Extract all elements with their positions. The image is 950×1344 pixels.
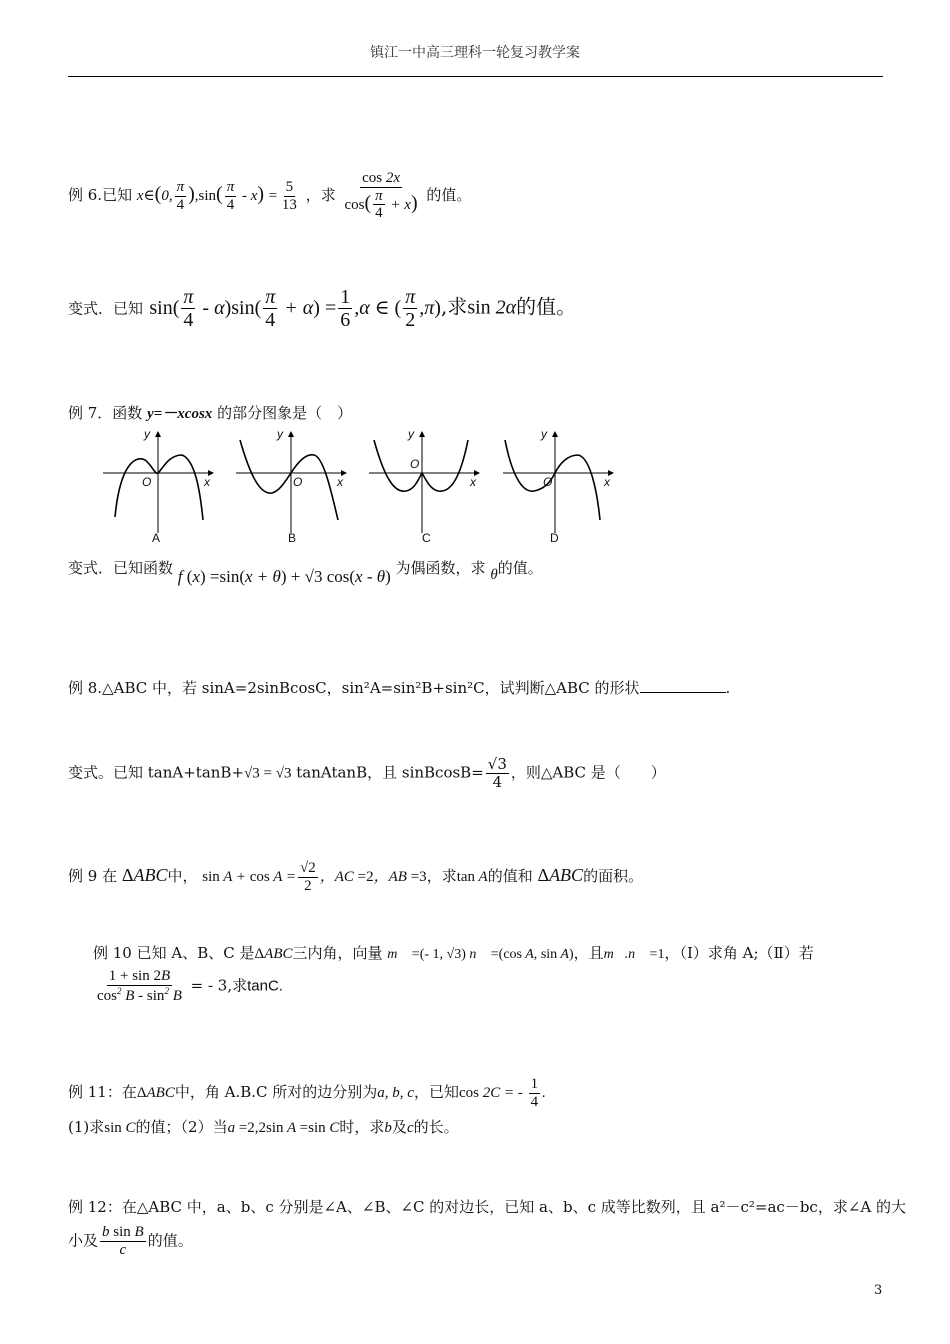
graph-c-axis-y: y bbox=[408, 427, 414, 441]
example-7-graphs bbox=[100, 425, 620, 550]
graph-d-label: D bbox=[550, 531, 559, 545]
example-7-label: 例 7．函数 bbox=[68, 404, 143, 422]
example-9: 例 9 在 ΔABC中， sin A + cos A = $\frac{√2}{2}$ ，AC =2，AB =3，求tan A的值和 ΔABC的面积。 bbox=[68, 860, 644, 894]
example-11-label: 例 11：在 bbox=[68, 1082, 137, 1101]
example-11-given: cos 2C = - $\frac{1}{4}$ . bbox=[458, 1076, 546, 1110]
example-9-label: 例 9 在 bbox=[68, 866, 118, 885]
example-8-end: . bbox=[725, 679, 731, 697]
example-10-line-2: $\frac{1 + \sin 2B}{\cos^2 B - \sin^2 B}$ = - 3,求tanC. bbox=[97, 968, 283, 1004]
function-graphs-svg bbox=[100, 425, 620, 550]
graph-a-label: A bbox=[152, 531, 161, 545]
example-9-tail: 的面积。 bbox=[583, 866, 644, 885]
page-header: 镇江一中高三理科一轮复习教学案 bbox=[370, 45, 580, 61]
example-10-dot: m⃗.n⃗ =1 bbox=[603, 947, 665, 962]
example-11-part1: (1)求 bbox=[68, 1118, 105, 1136]
example-8 bbox=[68, 678, 730, 697]
example-11-mid: 中，角 A.B.C 所对的边分别为 bbox=[174, 1082, 378, 1101]
example-11-tail: 的长。 bbox=[413, 1118, 459, 1136]
example-6-tail: 的值。 bbox=[426, 186, 472, 205]
graph-a-origin: O bbox=[142, 475, 152, 489]
example-6-math: x∈(0, $\frac{\pi}{4}$ ),sin( $\frac{\pi}{4}$ - x) = $\frac{5}{13}$ bbox=[136, 179, 297, 213]
example-11-sides: a, b, c bbox=[377, 1084, 414, 1101]
graph-b-origin: O bbox=[293, 475, 303, 489]
example-10-triangle: ΔABC bbox=[254, 946, 293, 962]
graph-c-axis-x: x bbox=[470, 475, 476, 489]
graph-c bbox=[369, 432, 479, 533]
example-10-label: 例 10 已知 A、B、C 是 bbox=[93, 944, 255, 962]
example-12-text: 例 12：在△ABC 中，a、b、c 分别是∠A、∠B、∠C 的对边长，已知 a、b、c 成等比数列，且 a²－c²=ac－bc，求∠A 的大 bbox=[68, 1198, 906, 1216]
example-12-line-2 bbox=[68, 1224, 193, 1259]
example-10-mid3: ，（Ⅰ）求角 A;（Ⅱ）若 bbox=[664, 944, 814, 962]
example-11-condition: a =2,2sin A =sin C bbox=[227, 1120, 340, 1136]
example-6 bbox=[68, 170, 471, 222]
variant-7-mid: 为偶函数，求 bbox=[395, 559, 486, 577]
example-11-triangle: ΔABC bbox=[136, 1084, 175, 1101]
example-10-vectors: m⃗ =(- 1, √3) n⃗ =(cos A, sin A) bbox=[387, 947, 574, 962]
example-11-line-1 bbox=[68, 1076, 546, 1111]
graph-d bbox=[503, 432, 613, 533]
example-10-mid1: 三内角，向量 bbox=[292, 944, 383, 962]
variant-7-tail: 的值。 bbox=[497, 559, 543, 577]
example-7 bbox=[68, 404, 352, 423]
example-12-label: 小及 bbox=[68, 1231, 99, 1250]
example-10-line-1 bbox=[93, 944, 814, 964]
variant-8 bbox=[68, 756, 666, 791]
example-9-equation: sin A + cos A = $\frac{√2}{2}$ ，AC =2，AB =3 bbox=[202, 860, 427, 894]
example-10-mid2: ，且 bbox=[573, 944, 604, 962]
variant-8-label: 变式。已知 tanA+tanB+ bbox=[68, 763, 245, 782]
example-9-triangle-2: ΔABC bbox=[537, 864, 584, 885]
example-10-fraction: $\frac{1 + \sin 2B}{\cos^2 B - \sin^2 B}$ bbox=[97, 968, 182, 1004]
example-11-and: 及 bbox=[391, 1118, 407, 1136]
variant-6-math: sin( $\frac{\pi}{4}$ - α)sin( $\frac{\pi}{4}$ + α) = $\frac{1}{6}$ ,α ∈ ( $\frac{\pi}{2}$ ,π) bbox=[149, 286, 441, 331]
graph-a bbox=[103, 432, 213, 533]
example-11-mid2: ，已知 bbox=[413, 1082, 459, 1101]
example-11-part1-tail: 的值；（2）当 bbox=[135, 1118, 228, 1136]
page-number: 3 bbox=[874, 1283, 883, 1298]
variant-7-theta: θ bbox=[490, 567, 498, 583]
answer-blank bbox=[640, 678, 726, 693]
example-7-function: y=－xcosx bbox=[147, 406, 213, 422]
example-10-tail: 求tanC. bbox=[232, 977, 283, 995]
graph-d-axis-x: x bbox=[604, 475, 610, 489]
variant-8-tail: ，则△ABC 是（ ） bbox=[510, 763, 666, 782]
example-11-part2: 时，求 bbox=[339, 1118, 385, 1136]
graph-b-axis-x: x bbox=[337, 475, 343, 489]
example-9-mid2: 的值和 bbox=[487, 866, 533, 885]
variant-7-label: 变式．已知函数 bbox=[68, 559, 174, 577]
graph-b-axis-y: y bbox=[277, 427, 283, 441]
header-rule bbox=[68, 76, 883, 77]
example-12-line-1 bbox=[68, 1198, 906, 1216]
graph-b bbox=[236, 432, 346, 533]
example-9-triangle: ΔABC bbox=[121, 864, 168, 885]
graph-a-axis-y: y bbox=[144, 427, 150, 441]
graph-c-origin: O bbox=[410, 457, 420, 471]
example-9-mid1: 中， bbox=[167, 866, 198, 885]
graph-a-axis-x: x bbox=[204, 475, 210, 489]
graph-d-axis-y: y bbox=[541, 427, 547, 441]
variant-8-sqrt: √3 = √3 bbox=[244, 765, 292, 782]
variant-6-label: 变式．已知 bbox=[68, 299, 144, 318]
example-7-tail: 的部分图象是（ ） bbox=[217, 404, 353, 422]
variant-6-tail: 的值。 bbox=[516, 294, 577, 319]
example-12-tail: 的值。 bbox=[147, 1231, 193, 1250]
variant-7 bbox=[68, 558, 543, 586]
variant-6: 变式．已知 sin( $\frac{\pi}{4}$ - α)sin( $\frac{\pi}{4}$ + α) = $\frac{1}{6}$ ,α ∈ ( $\frac{\pi}{2}$ ,π),求sin 2α的值。 bbox=[68, 286, 577, 331]
graph-b-label: B bbox=[288, 531, 297, 545]
graph-d-origin: O bbox=[543, 475, 553, 489]
graph-c-label: C bbox=[422, 531, 431, 545]
variant-8-fraction: $\frac{√3}{4}$ bbox=[487, 755, 507, 791]
example-6-fraction: cos 2x cos( $\frac{\pi}{4}$ + x) bbox=[344, 170, 418, 221]
variant-7-formula: f (x) =sin(x + θ) + √3 cos(x - θ) bbox=[177, 567, 391, 586]
example-6-label: 例 6.已知 bbox=[68, 186, 133, 205]
example-12-fraction: $\frac{\text{b sin B}}{c}$ bbox=[102, 1224, 144, 1258]
variant-8-mid: tanAtanB，且 sinBcosB= bbox=[296, 763, 484, 782]
example-6-ask: ，求 bbox=[305, 186, 336, 205]
variant-6-ask: ,求 bbox=[440, 294, 468, 319]
example-11-line-2: (1)求sin C的值；（2）当a =2,2sin A =sin C时，求b及c的长。 bbox=[68, 1118, 459, 1136]
example-8-text: 例 8.△ABC 中，若 sinA=2sinBcosC，sin²A=sin²B+sin²C，试判断△ABC 的形状 bbox=[68, 679, 640, 697]
